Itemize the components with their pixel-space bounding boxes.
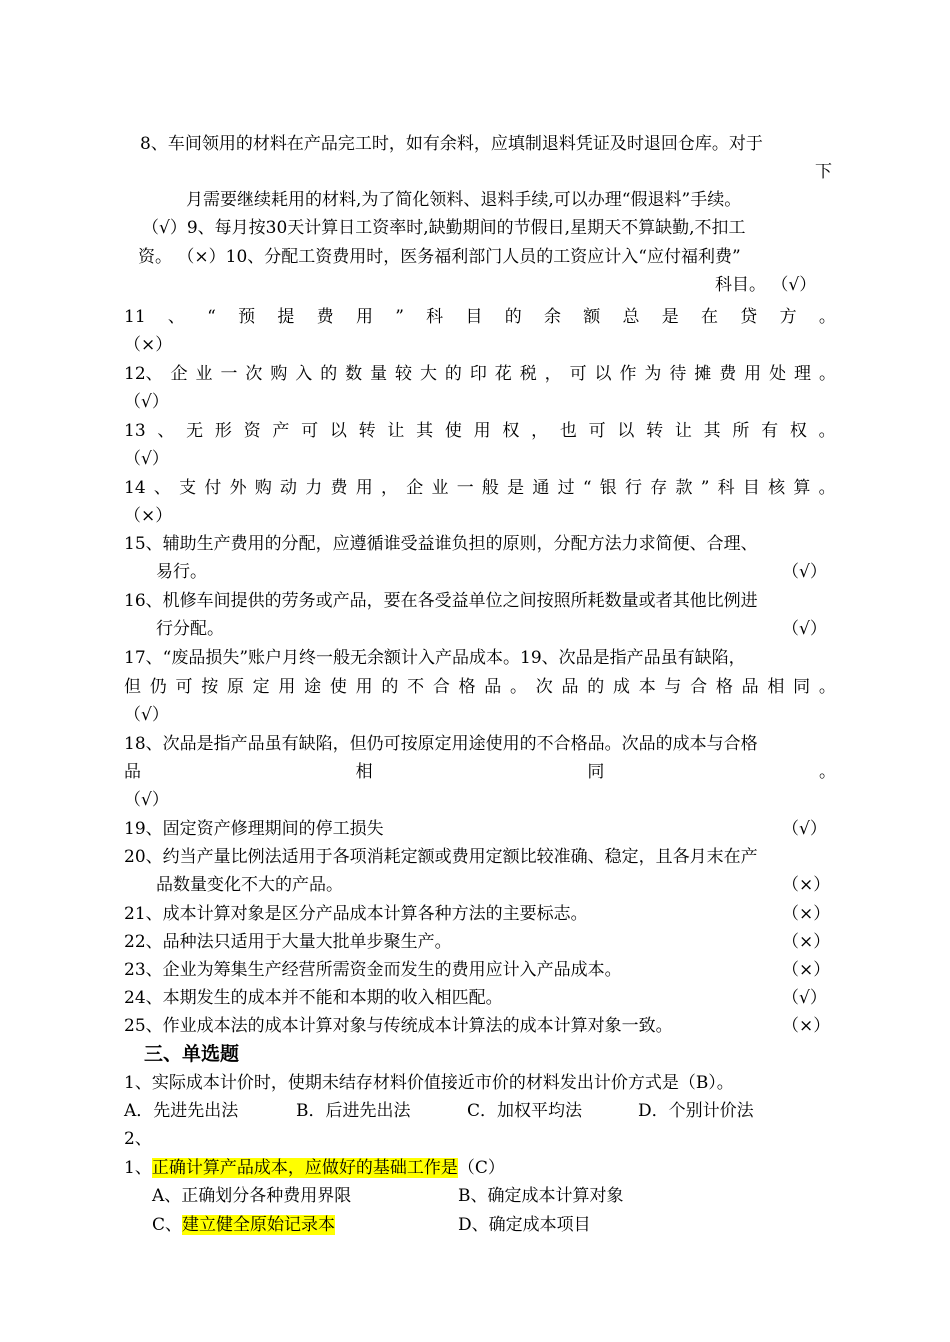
- q20-mark: （×）: [782, 875, 831, 895]
- q25-mark: （×）: [782, 1016, 831, 1036]
- mc-q1-option-b: B．后进先出法: [296, 1101, 411, 1121]
- q17-line2: 但 仍 可 按 原 定 用 途 使 用 的 不 合 格 品 。 次 品 的 成 本 与 合 格 品 相 同 。: [124, 677, 836, 697]
- mc-q3-number: 1、: [124, 1158, 152, 1178]
- q23-line: 23、企业为筹集生产经营所需资金而发生的费用应计入产品成本。: [124, 960, 622, 980]
- q13-mark: （√）: [124, 449, 169, 469]
- q14-mark: （×）: [124, 506, 173, 526]
- q11-mark: （×）: [124, 335, 173, 355]
- mc-q2: 2、: [124, 1129, 152, 1149]
- q18-mark: （√）: [124, 790, 169, 810]
- mc-q3-highlight: 正确计算产品成本，应做好的基础工作是: [151, 1158, 458, 1178]
- q10-line: 资。 （×）10、分配工资费用时，医务福利部门人员的工资应计入“应付福利费”: [138, 247, 741, 267]
- mc-q1-option-d: D．个别计价法: [638, 1101, 754, 1121]
- q16-mark: （√）: [782, 619, 827, 639]
- q8-line1: 8、车间领用的材料在产品完工时，如有余料，应填制退料凭证及时退回仓库。对于: [140, 134, 763, 154]
- q16-line2: 行分配。: [156, 619, 224, 639]
- q12-mark: （√）: [124, 392, 169, 412]
- q17-mark: （√）: [124, 705, 169, 725]
- q16-line1: 16、机修车间提供的劳务或产品，要在各受益单位之间按照所耗数量或者其他比例进: [124, 591, 758, 611]
- q24-mark: （√）: [782, 988, 827, 1008]
- mc-q1-option-c: C．加权平均法: [467, 1101, 583, 1121]
- q22-mark: （×）: [782, 932, 831, 952]
- q18-line2: 品 相 同 。: [124, 762, 836, 782]
- mc-q3-option-b: B、确定成本计算对象: [458, 1186, 624, 1206]
- q19-line: 19、固定资产修理期间的停工损失: [124, 819, 384, 839]
- q15-line1: 15、辅助生产费用的分配，应遵循谁受益谁负担的原则，分配方法力求简便、合理、: [124, 534, 758, 554]
- q22-line: 22、品种法只适用于大量大批单步聚生产。: [124, 932, 452, 952]
- mc-q3-option-d: D、确定成本项目: [458, 1215, 591, 1235]
- mc-q3-option-c: C、建立健全原始记录本: [152, 1215, 336, 1235]
- q10-line2: 科目。 （√）: [715, 275, 817, 295]
- q21-line: 21、成本计算对象是区分产品成本计算各种方法的主要标志。: [124, 904, 588, 924]
- section-heading: 三、单选题: [144, 1043, 240, 1065]
- mc-q3-option-a: A、正确划分各种费用界限: [152, 1186, 352, 1206]
- q23-mark: （×）: [782, 960, 831, 980]
- mc-q3-option-c-highlight: 建立健全原始记录本: [182, 1215, 336, 1235]
- q20-line1: 20、约当产量比例法适用于各项消耗定额或费用定额比较准确、稳定，且各月末在产: [124, 847, 758, 867]
- q25-line: 25、作业成本法的成本计算对象与传统成本计算法的成本计算对象一致。: [124, 1016, 673, 1036]
- q15-mark: （√）: [782, 562, 827, 582]
- q21-mark: （×）: [782, 904, 831, 924]
- q13-line: 13 、 无 形 资 产 可 以 转 让 其 使 用 权 ， 也 可 以 转 让 其 所 有 权 。: [124, 421, 836, 441]
- mc-q1: 1、实际成本计价时，使期未结存材料价值接近市价的材料发出计价方式是（B）。: [124, 1073, 734, 1093]
- mc-q3-answer: （C）: [457, 1158, 505, 1178]
- q8-line3: 月需要继续耗用的材料,为了简化领料、退料手续,可以办理“假退料”手续。: [186, 190, 742, 210]
- mc-q1-option-a: A．先进先出法: [124, 1101, 239, 1121]
- q15-line2: 易行。: [156, 562, 207, 582]
- q11-line: 11 、 “ 预 提 费 用 ” 科 目 的 余 额 总 是 在 贷 方 。: [124, 307, 836, 327]
- q19-mark: （√）: [782, 819, 827, 839]
- q8-line2: 下: [815, 162, 832, 182]
- q9-line: （√）9、每月按30天计算日工资率时,缺勤期间的节假日,星期天不算缺勤,不扣工: [142, 218, 746, 238]
- q12-line: 12、 企 业 一 次 购 入 的 数 量 较 大 的 印 花 税 ， 可 以 作 为 待 摊 费 用 处 理 。: [124, 364, 836, 384]
- q24-line: 24、本期发生的成本并不能和本期的收入相匹配。: [124, 988, 503, 1008]
- mc-q3: [124, 1156, 505, 1180]
- q18-line1: 18、次品是指产品虽有缺陷，但仍可按原定用途使用的不合格品。次品的成本与合格: [124, 734, 758, 754]
- q14-line: 14 、 支 付 外 购 动 力 费 用 ， 企 业 一 般 是 通 过 “ 银 行 存 款 ” 科 目 核 算 。: [124, 478, 836, 498]
- q17-line1: 17、“废品损失”账户月终一般无余额计入产品成本。19、次品是指产品虽有缺陷，: [124, 648, 746, 668]
- q20-line2: 品数量变化不大的产品。: [156, 875, 343, 895]
